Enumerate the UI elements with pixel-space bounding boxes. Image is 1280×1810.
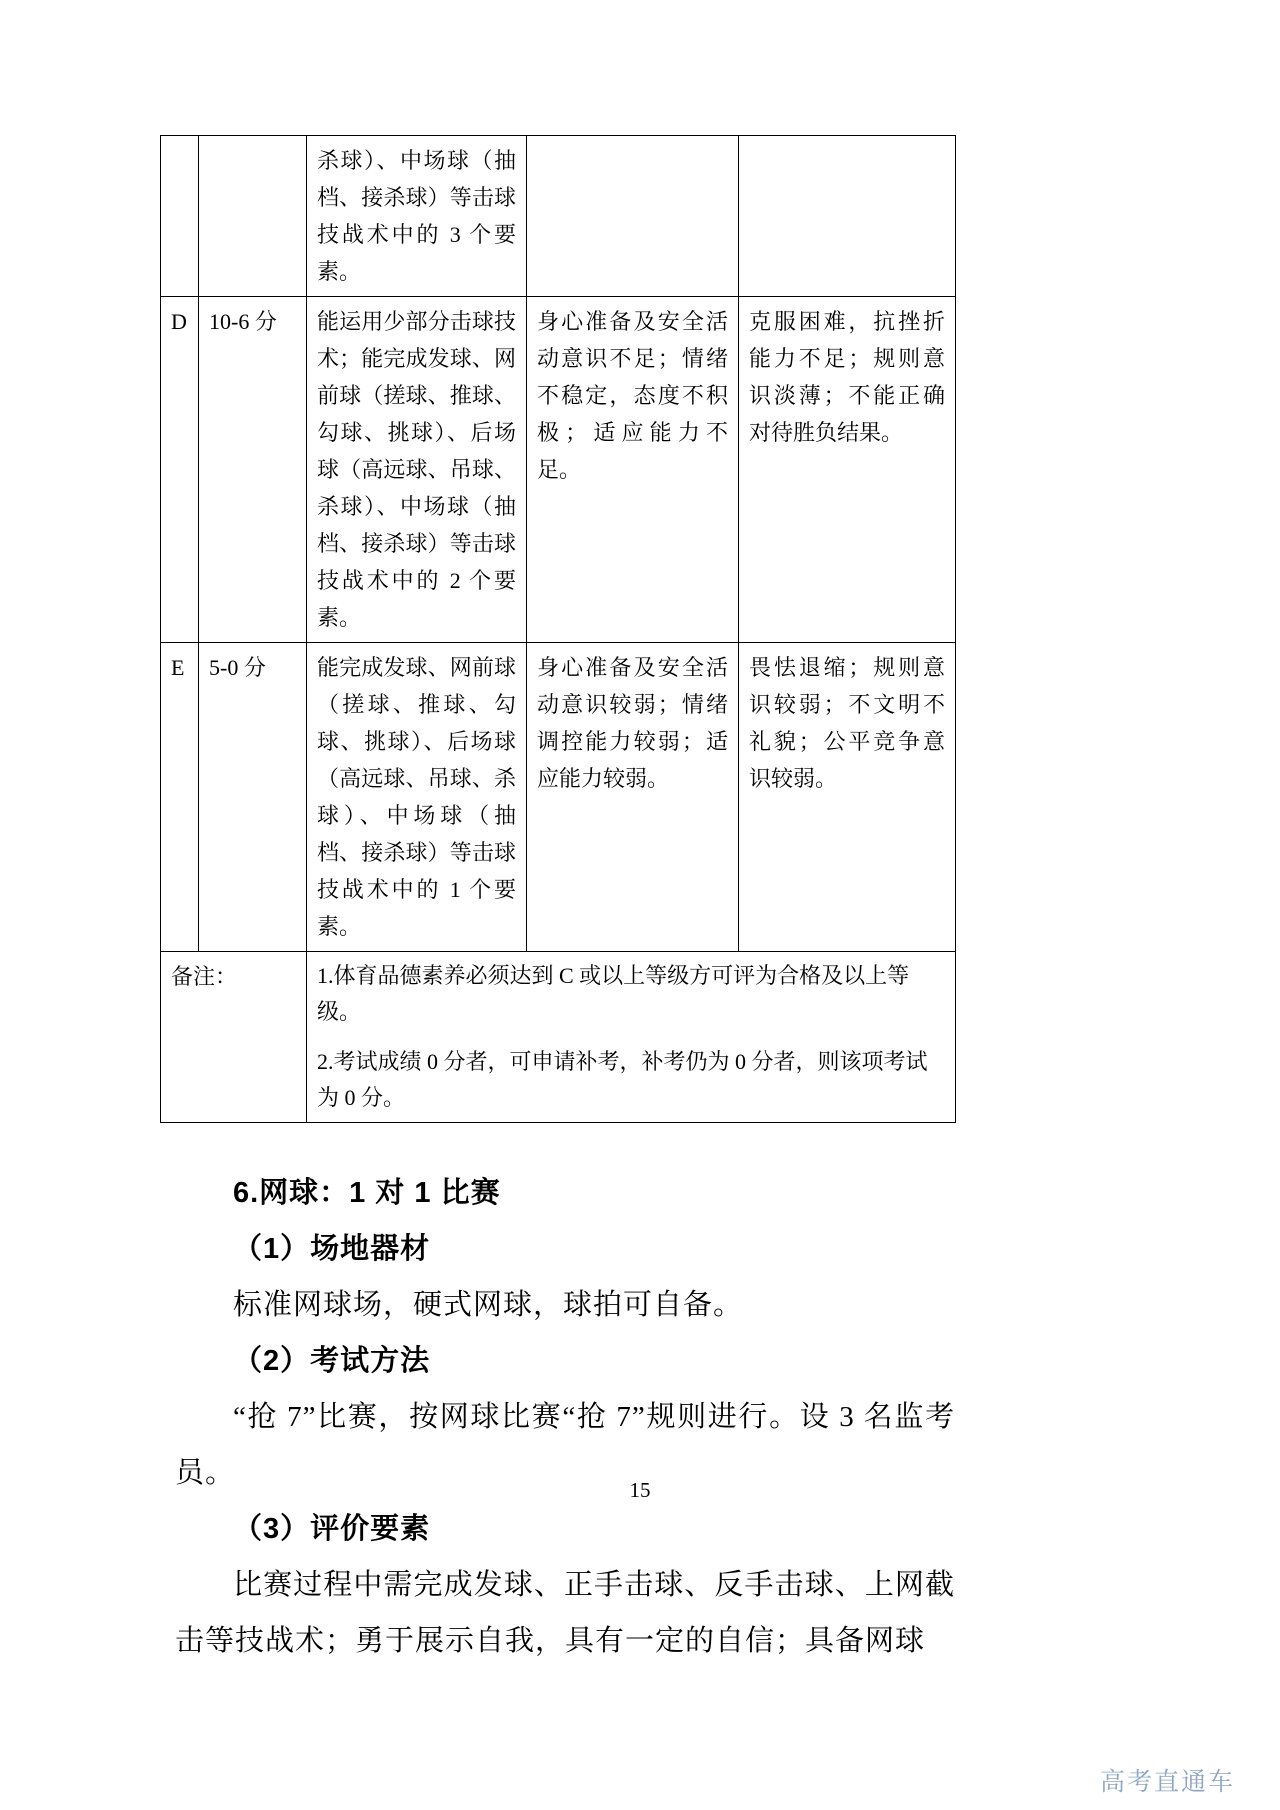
subheading-venue-equipment: （1）场地器材 <box>233 1233 431 1265</box>
skill-cell: 能完成发球、网前球（搓球、推球、勾球、挑球）、后场球（高远球、吊球、杀球）、中场球（抽档、接杀球）等击球技战术中的 1 个要素。 <box>307 643 527 952</box>
psych-cell: 身心准备及安全活动意识不足；情绪不稳定，态度不积极；适应能力不足。 <box>527 297 739 643</box>
watermark: 高考直通车 <box>1099 1768 1235 1796</box>
moral-cell <box>739 136 956 297</box>
remark-notes <box>307 952 956 1123</box>
remark-note-1: 1.体育品德素养必须达到 C 或以上等级方可评为合格及以上等级。 <box>317 963 910 1024</box>
paragraph-evaluation-factors: 比赛过程中需完成发球、正手击球、反手击球、上网截击等技战术；勇于展示自我，具有一定的自信；具备网球 <box>175 1569 955 1657</box>
table-row-grade-e <box>161 643 956 952</box>
score-cell: 10-6 分 <box>199 297 307 643</box>
grading-table <box>160 135 956 1123</box>
moral-cell: 畏怯退缩；规则意识较弱；不文明不礼貌；公平竞争意识较弱。 <box>739 643 956 952</box>
subheading-evaluation-factors: （3）评价要素 <box>233 1513 431 1545</box>
score-cell <box>199 136 307 297</box>
table-row-continuation <box>161 136 956 297</box>
tennis-section <box>175 1165 955 1669</box>
section-heading-tennis: 6.网球：1 对 1 比赛 <box>233 1177 501 1209</box>
remark-label: 备注： <box>161 952 307 1123</box>
paragraph-venue-equipment: 标准网球场，硬式网球，球拍可自备。 <box>233 1289 744 1321</box>
score-cell: 5-0 分 <box>199 643 307 952</box>
psych-cell: 身心准备及安全活动意识较弱；情绪调控能力较弱；适应能力较弱。 <box>527 643 739 952</box>
skill-cell: 杀球）、中场球（抽档、接杀球）等击球技战术中的 3 个要素。 <box>307 136 527 297</box>
table-row-grade-d <box>161 297 956 643</box>
remark-note-2: 2.考试成绩 0 分者，可申请补考，补考仍为 0 分者，则该项考试为 0 分。 <box>317 1049 928 1110</box>
skill-cell: 能运用少部分击球技术；能完成发球、网前球（搓球、推球、勾球、挑球）、后场球（高远球、吊球、杀球）、中场球（抽档、接杀球）等击球技战术中的 2 个要素。 <box>307 297 527 643</box>
paragraph-exam-method: “抢 7”比赛，按网球比赛“抢 7”规则进行。设 3 名监考员。 <box>175 1401 955 1489</box>
page-content <box>160 135 955 1669</box>
page-number: 15 <box>629 1478 651 1502</box>
grade-cell: D <box>161 297 199 643</box>
moral-cell: 克服困难，抗挫折能力不足；规则意识淡薄；不能正确对待胜负结果。 <box>739 297 956 643</box>
table-row-remark <box>161 952 956 1123</box>
subheading-exam-method: （2）考试方法 <box>233 1345 431 1377</box>
grade-cell <box>161 136 199 297</box>
psych-cell <box>527 136 739 297</box>
grade-cell: E <box>161 643 199 952</box>
